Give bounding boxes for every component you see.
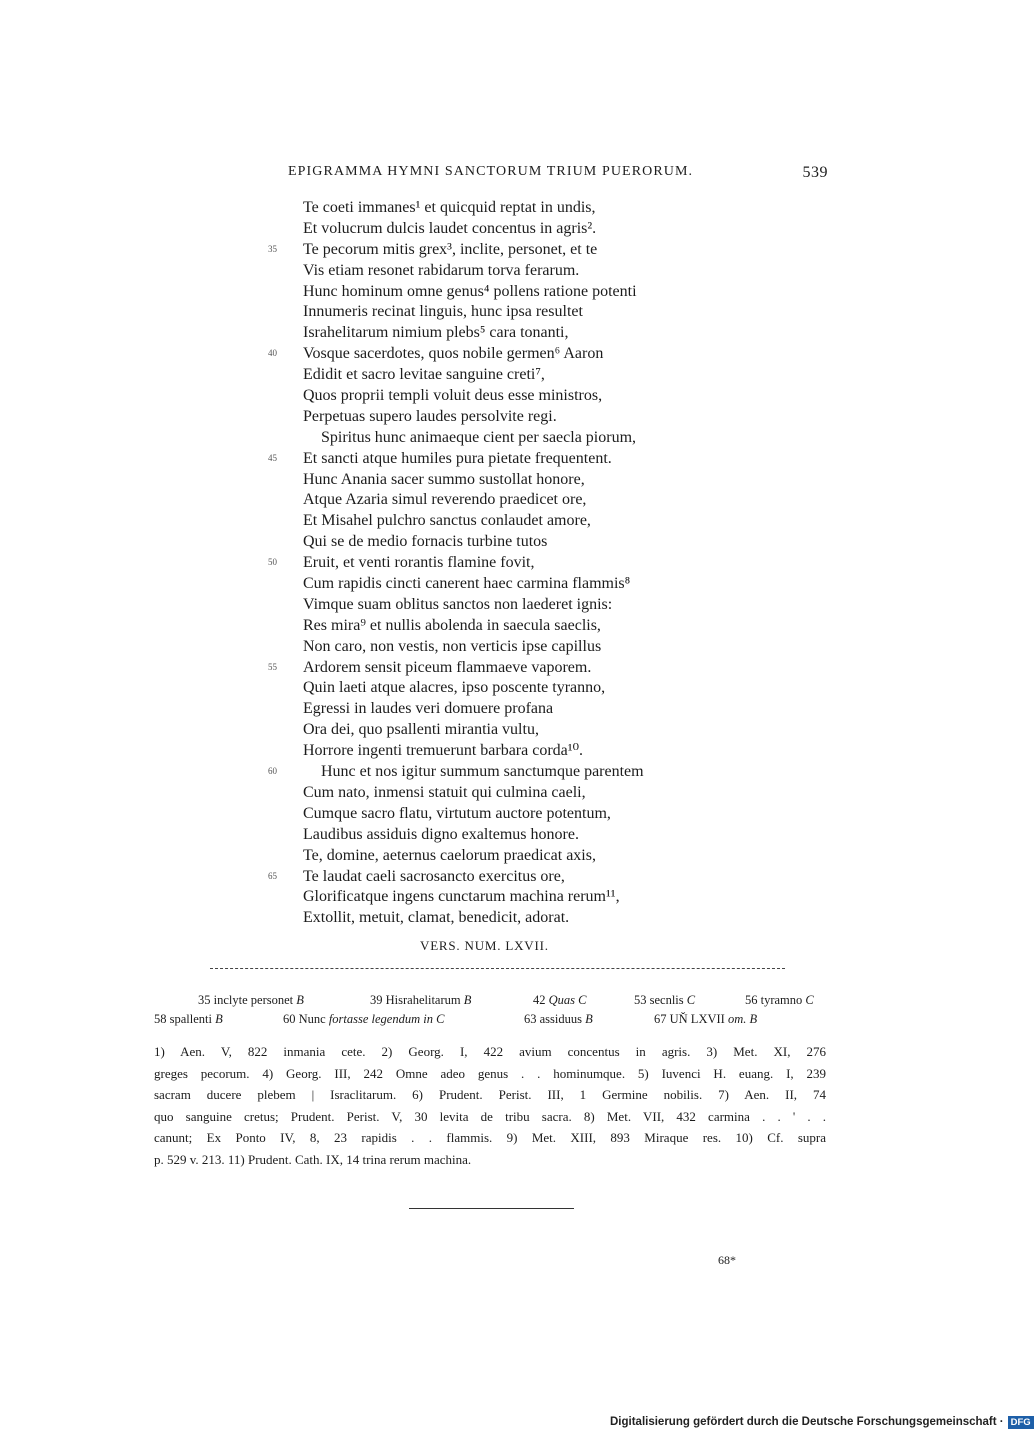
footnote-line: greges pecorum. 4) Georg. III, 242 Omne adeo genus . . hominumque. 5) Iuvenci H. euang. I, 239	[154, 1065, 826, 1081]
verse-line	[268, 595, 738, 616]
apparatus-entry: 58 spallenti B	[154, 1012, 223, 1026]
footer-credit: Digitalisierung gefördert durch die Deutsche Forschungsgemeinschaft · DFG	[610, 1416, 1034, 1432]
poem-text	[268, 198, 738, 929]
apparatus-entry: 60 Nunc fortasse legendum in C	[283, 1012, 445, 1026]
verse-line	[268, 532, 738, 553]
verse-line	[268, 302, 738, 323]
footnote-line: sacram ducere plebem | Israclitarum. 6) Prudent. Perist. III, 1 Germine nobilis. 7) Aen. II, 74	[154, 1087, 826, 1103]
verse-text: Ora dei, quo psallenti mirantia vultu,	[303, 721, 539, 739]
verse-text: Israhelitarum nimium plebs⁵ cara tonanti,	[303, 324, 569, 342]
line-number: 55	[268, 661, 277, 672]
verse-line	[268, 490, 738, 511]
verse-line	[268, 762, 738, 783]
verse-text: Et sancti atque humiles pura pietate frequentent.	[303, 449, 612, 467]
verse-line	[268, 658, 738, 679]
verse-text: Cum nato, inmensi statuit qui culmina caeli,	[303, 783, 586, 801]
verse-line	[268, 783, 738, 804]
verse-line	[268, 553, 738, 574]
verse-text: Te coeti immanes¹ et quicquid reptat in undis,	[303, 199, 596, 216]
dfg-logo: DFG	[1008, 1416, 1034, 1429]
verse-line	[268, 407, 738, 428]
separator-rule	[210, 968, 785, 969]
footnote-line: quo sanguine cretus; Prudent. Perist. V, 30 levita de tribu sacra. 8) Met. VII, 432 carmina . . ' . .	[154, 1108, 826, 1124]
verse-line	[268, 323, 738, 344]
verse-text: Hunc et nos igitur summum sanctumque parentem	[321, 763, 644, 781]
verse-line	[268, 699, 738, 720]
apparatus-entry: 56 tyramno C	[745, 993, 814, 1007]
verse-text: Horrore ingenti tremuerunt barbara corda¹⁰.	[303, 742, 583, 760]
verse-text: Quin laeti atque alacres, ipso poscente tyranno,	[303, 679, 606, 697]
verse-text: Res mira⁹ et nullis abolenda in saecula saeclis,	[303, 616, 601, 634]
verse-text: Te, domine, aeternus caelorum praedicat axis,	[303, 846, 596, 864]
verse-line	[268, 386, 738, 407]
verse-text: Vimque suam oblitus sanctos non laederet ignis:	[303, 595, 613, 613]
verse-line	[268, 344, 738, 365]
verse-text: Innumeris recinat linguis, hunc ipsa resultet	[303, 303, 583, 321]
apparatus-row	[154, 1012, 830, 1031]
verse-line	[268, 198, 738, 219]
verse-text: Cum rapidis cincti canerent haec carmina flammis⁸	[303, 575, 631, 593]
verse-line	[268, 282, 738, 303]
apparatus-entry: 53 secnlis C	[634, 993, 696, 1007]
verse-text: Vosque sacerdotes, quos nobile germen⁶ Aaron	[303, 345, 604, 363]
verse-line	[268, 804, 738, 825]
apparatus-entry: 67 UŇ LXVII om. B	[654, 1012, 758, 1026]
verse-line	[268, 887, 738, 908]
verse-line	[268, 741, 738, 762]
apparatus-entry: 63 assiduus B	[524, 1012, 593, 1026]
verse-text: Qui se de medio fornacis turbine tutos	[303, 533, 548, 551]
verse-line	[268, 867, 738, 888]
critical-apparatus	[154, 993, 830, 1031]
line-number: 45	[268, 452, 277, 463]
signature-mark: 68*	[718, 1253, 736, 1267]
verse-text: Spiritus hunc animaeque cient per saecla piorum,	[321, 428, 637, 446]
verse-text: Cumque sacro flatu, virtutum auctore potentum,	[303, 804, 611, 822]
page-number: 539	[802, 164, 828, 181]
verse-text: Ardorem sensit piceum flammaeve vaporem.	[303, 658, 592, 676]
verse-line	[268, 574, 738, 595]
footnote-line: p. 529 v. 213. 11) Prudent. Cath. IX, 14 trina rerum machina.	[154, 1151, 472, 1167]
verse-line	[268, 261, 738, 282]
verse-line	[268, 470, 738, 491]
verse-line	[268, 908, 738, 929]
verse-count: VERS. NUM. LXVII.	[420, 938, 549, 953]
apparatus-entry: 39 Hisrahelitarum B	[370, 993, 472, 1007]
verse-text: Eruit, et venti rorantis flamine fovit,	[303, 554, 535, 572]
verse-text: Te pecorum mitis grex³, inclite, personet, et te	[303, 240, 598, 258]
footnote-line: canunt; Ex Ponto IV, 8, 23 rapidis . . flammis. 9) Met. XIII, 893 Miraque res. 10) Cf. supra	[154, 1130, 826, 1146]
verse-text: Hunc hominum omne genus⁴ pollens ratione potenti	[303, 282, 637, 300]
verse-text: Perpetuas supero laudes persolvite regi.	[303, 407, 557, 425]
footer-text: Digitalisierung gefördert durch die Deutsche Forschungsgemeinschaft	[610, 1416, 997, 1428]
verse-text: Et volucrum dulcis laudet concentus in agris².	[303, 219, 597, 237]
running-title: EPIGRAMMA HYMNI SANCTORUM TRIUM PUERORUM.	[288, 164, 694, 179]
line-number: 35	[268, 243, 277, 254]
verse-text: Non caro, non vestis, non verticis ipse capillus	[303, 637, 602, 655]
verse-text: Edidit et sacro levitae sanguine creti⁷,	[303, 366, 545, 384]
verse-line	[268, 678, 738, 699]
verse-line	[268, 846, 738, 867]
running-head	[288, 164, 828, 184]
verse-line	[268, 219, 738, 240]
verse-line	[268, 428, 738, 449]
verse-line	[268, 825, 738, 846]
verse-text: Egressi in laudes veri domuere profana	[303, 700, 554, 718]
verse-line	[268, 637, 738, 658]
apparatus-entry: 35 inclyte personet B	[198, 993, 304, 1007]
verse-text: Atque Azaria simul reverendo praedicet ore,	[303, 491, 587, 509]
apparatus-entry: 42 Quas C	[533, 993, 587, 1007]
verse-line	[268, 365, 738, 386]
apparatus-row	[154, 993, 830, 1012]
end-rule	[409, 1208, 574, 1209]
verse-line	[268, 720, 738, 741]
line-number: 65	[268, 870, 277, 881]
verse-text: Hunc Anania sacer summo sustollat honore,	[303, 470, 585, 488]
verse-text: Extollit, metuit, clamat, benedicit, adorat.	[303, 909, 570, 927]
verse-line	[268, 240, 738, 261]
verse-text: Te laudat caeli sacrosancto exercitus ore,	[303, 867, 565, 885]
line-number: 40	[268, 348, 277, 359]
footnote-line: 1) Aen. V, 822 inmania cete. 2) Georg. I, 422 avium concentus in agris. 3) Met. XI, 276	[154, 1044, 826, 1059]
footnotes	[154, 1041, 826, 1171]
verse-line	[268, 616, 738, 637]
verse-line	[268, 511, 738, 532]
verse-line	[268, 449, 738, 470]
verse-text: Quos proprii templi voluit deus esse ministros,	[303, 387, 603, 405]
verse-text: Laudibus assiduis digno exaltemus honore.	[303, 825, 579, 843]
line-number: 60	[268, 766, 277, 777]
verse-text: Glorificatque ingens cunctarum machina rerum¹¹,	[303, 888, 620, 906]
line-number: 50	[268, 557, 277, 568]
verse-text: Vis etiam resonet rabidarum torva ferarum.	[303, 261, 580, 279]
verse-text: Et Misahel pulchro sanctus conlaudet amore,	[303, 512, 591, 530]
